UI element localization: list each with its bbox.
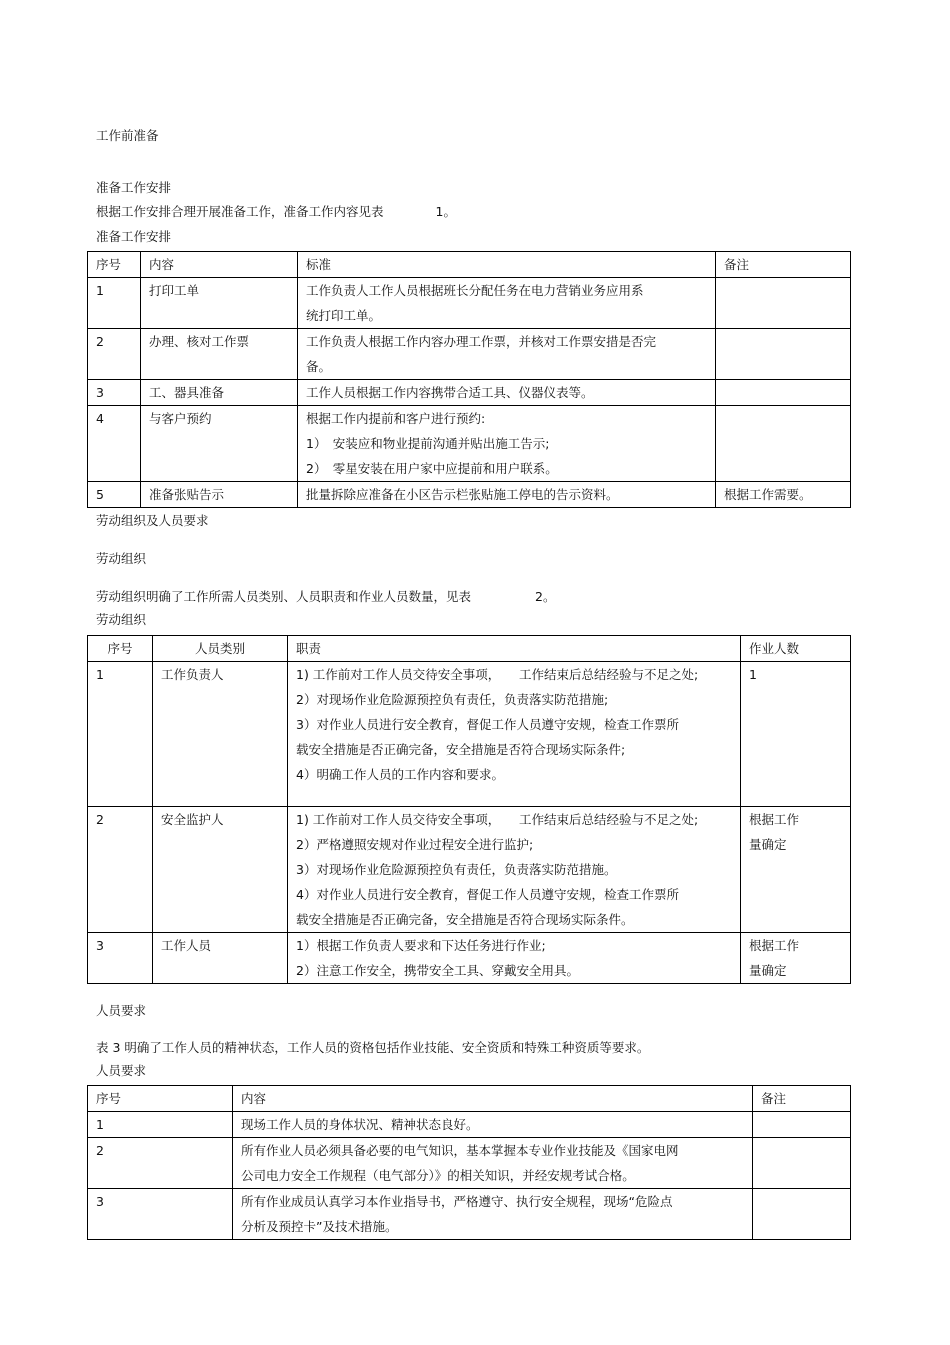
- row-duties: 1) 工作前对工作人员交待安全事项， 工作结束后总结经验与不足之处; 2）对现场作业危险源预控负有责任，负责落实防范措施; 3）对作业人员进行安全教育，督促工作人员遵守安规，检查工作票所 载安全措施是否正确完备，安全措施是否符合现场实际条件; 4）明确工作人员的工作内容和要求。: [288, 662, 741, 807]
- header-cell: 序号: [88, 252, 141, 278]
- table-caption-labor: 劳动组织: [96, 612, 147, 627]
- table-row: [88, 933, 851, 984]
- table-row: [88, 1189, 851, 1240]
- table-row: [88, 807, 851, 933]
- row-number: 3: [88, 1189, 233, 1240]
- row-note: [753, 1189, 851, 1240]
- row-number: 3: [88, 933, 153, 984]
- row-number: 4: [88, 406, 141, 482]
- table-caption-personnel: 人员要求: [96, 1063, 147, 1078]
- header-cell: 备注: [753, 1086, 851, 1112]
- table-row: [88, 482, 851, 508]
- row-note: 根据工作需要。: [716, 482, 851, 508]
- table-row: [88, 380, 851, 406]
- header-cell: 内容: [233, 1086, 753, 1112]
- preparation-table: [87, 251, 851, 508]
- section-intro-personnel: 表 3 明确了工作人员的精神状态，工作人员的资格包括作业技能、安全资质和特殊工种资质等要求。: [96, 1040, 650, 1055]
- row-category: 工作人员: [153, 933, 288, 984]
- row-duties: 1）根据工作负责人要求和下达任务进行作业; 2）注意工作安全，携带安全工具、穿戴安全用具。: [288, 933, 741, 984]
- row-content: 与客户预约: [141, 406, 298, 482]
- row-standard: 批量拆除应准备在小区告示栏张贴施工停电的告示资料。: [298, 482, 716, 508]
- header-cell: 标准: [298, 252, 716, 278]
- section-title-preparation: 准备工作安排: [96, 180, 172, 195]
- row-number: 2: [88, 329, 141, 380]
- table-row: [88, 662, 851, 807]
- table-row: [88, 406, 851, 482]
- section-title-personnel: 人员要求: [96, 1003, 147, 1018]
- header-cell: 序号: [88, 636, 153, 662]
- row-note: [753, 1112, 851, 1138]
- table-header-row: [88, 252, 851, 278]
- header-cell: 备注: [716, 252, 851, 278]
- labor-table: [87, 635, 851, 984]
- row-number: 1: [88, 1112, 233, 1138]
- page-heading: 工作前准备: [96, 128, 159, 143]
- personnel-table: [87, 1085, 851, 1240]
- row-note: [716, 278, 851, 329]
- header-cell: 人员类别: [153, 636, 288, 662]
- row-category: 工作负责人: [153, 662, 288, 807]
- table-row: [88, 1112, 851, 1138]
- row-number: 3: [88, 380, 141, 406]
- row-standard: 工作负责人根据工作内容办理工作票，并核对工作票安措是否完 备。: [298, 329, 716, 380]
- row-note: [716, 406, 851, 482]
- row-content: 打印工单: [141, 278, 298, 329]
- row-number: 2: [88, 807, 153, 933]
- table-header-row: [88, 1086, 851, 1112]
- row-number: 1: [88, 662, 153, 807]
- row-number: 5: [88, 482, 141, 508]
- row-content: 办理、核对工作票: [141, 329, 298, 380]
- row-count: 1: [741, 662, 851, 807]
- row-content: 工、器具准备: [141, 380, 298, 406]
- table-row: [88, 329, 851, 380]
- row-standard: 根据工作内提前和客户进行预约: 1） 安装应和物业提前沟通并贴出施工告示; 2） 零星安装在用户家中应提前和用户联系。: [298, 406, 716, 482]
- row-count: 根据工作 量确定: [741, 807, 851, 933]
- row-content: 所有作业人员必须具备必要的电气知识，基本掌握本专业作业技能及《国家电网 公司电力安全工作规程（电气部分）》的相关知识，并经安规考试合格。: [233, 1138, 753, 1189]
- row-note: [753, 1138, 851, 1189]
- row-number: 2: [88, 1138, 233, 1189]
- row-note: [716, 329, 851, 380]
- row-standard: 工作负责人工作人员根据班长分配任务在电力营销业务应用系 统打印工单。: [298, 278, 716, 329]
- header-cell: 序号: [88, 1086, 233, 1112]
- section-title-labor: 劳动组织: [96, 551, 147, 566]
- table-header-row: [88, 636, 851, 662]
- row-content: 所有作业成员认真学习本作业指导书，严格遵守、执行安全规程，现场“危险点 分析及预控卡”及技术措施。: [233, 1189, 753, 1240]
- row-content: 现场工作人员的身体状况、精神状态良好。: [233, 1112, 753, 1138]
- table-row: [88, 278, 851, 329]
- header-cell: 职责: [288, 636, 741, 662]
- section-intro-preparation: 根据工作安排合理开展准备工作，准备工作内容见表 1。: [96, 204, 456, 219]
- header-cell: 内容: [141, 252, 298, 278]
- row-category: 安全监护人: [153, 807, 288, 933]
- section-heading-labor: 劳动组织及人员要求: [96, 513, 209, 528]
- row-count: 根据工作 量确定: [741, 933, 851, 984]
- row-standard: 工作人员根据工作内容携带合适工具、仪器仪表等。: [298, 380, 716, 406]
- row-duties: 1) 工作前对工作人员交待安全事项， 工作结束后总结经验与不足之处; 2）严格遵照安规对作业过程安全进行监护; 3）对现场作业危险源预控负有责任，负责落实防范措施。 4）对作业人员进行安全教育，督促工作人员遵守安规，检查工作票所 载安全措施是否正确完备，安全措施是否符合现场实际条件。: [288, 807, 741, 933]
- section-intro-labor: 劳动组织明确了工作所需人员类别、人员职责和作业人员数量，见表 2。: [96, 589, 556, 604]
- table-caption-preparation: 准备工作安排: [96, 229, 172, 244]
- row-content: 准备张贴告示: [141, 482, 298, 508]
- table-row: [88, 1138, 851, 1189]
- row-number: 1: [88, 278, 141, 329]
- row-note: [716, 380, 851, 406]
- header-cell: 作业人数: [741, 636, 851, 662]
